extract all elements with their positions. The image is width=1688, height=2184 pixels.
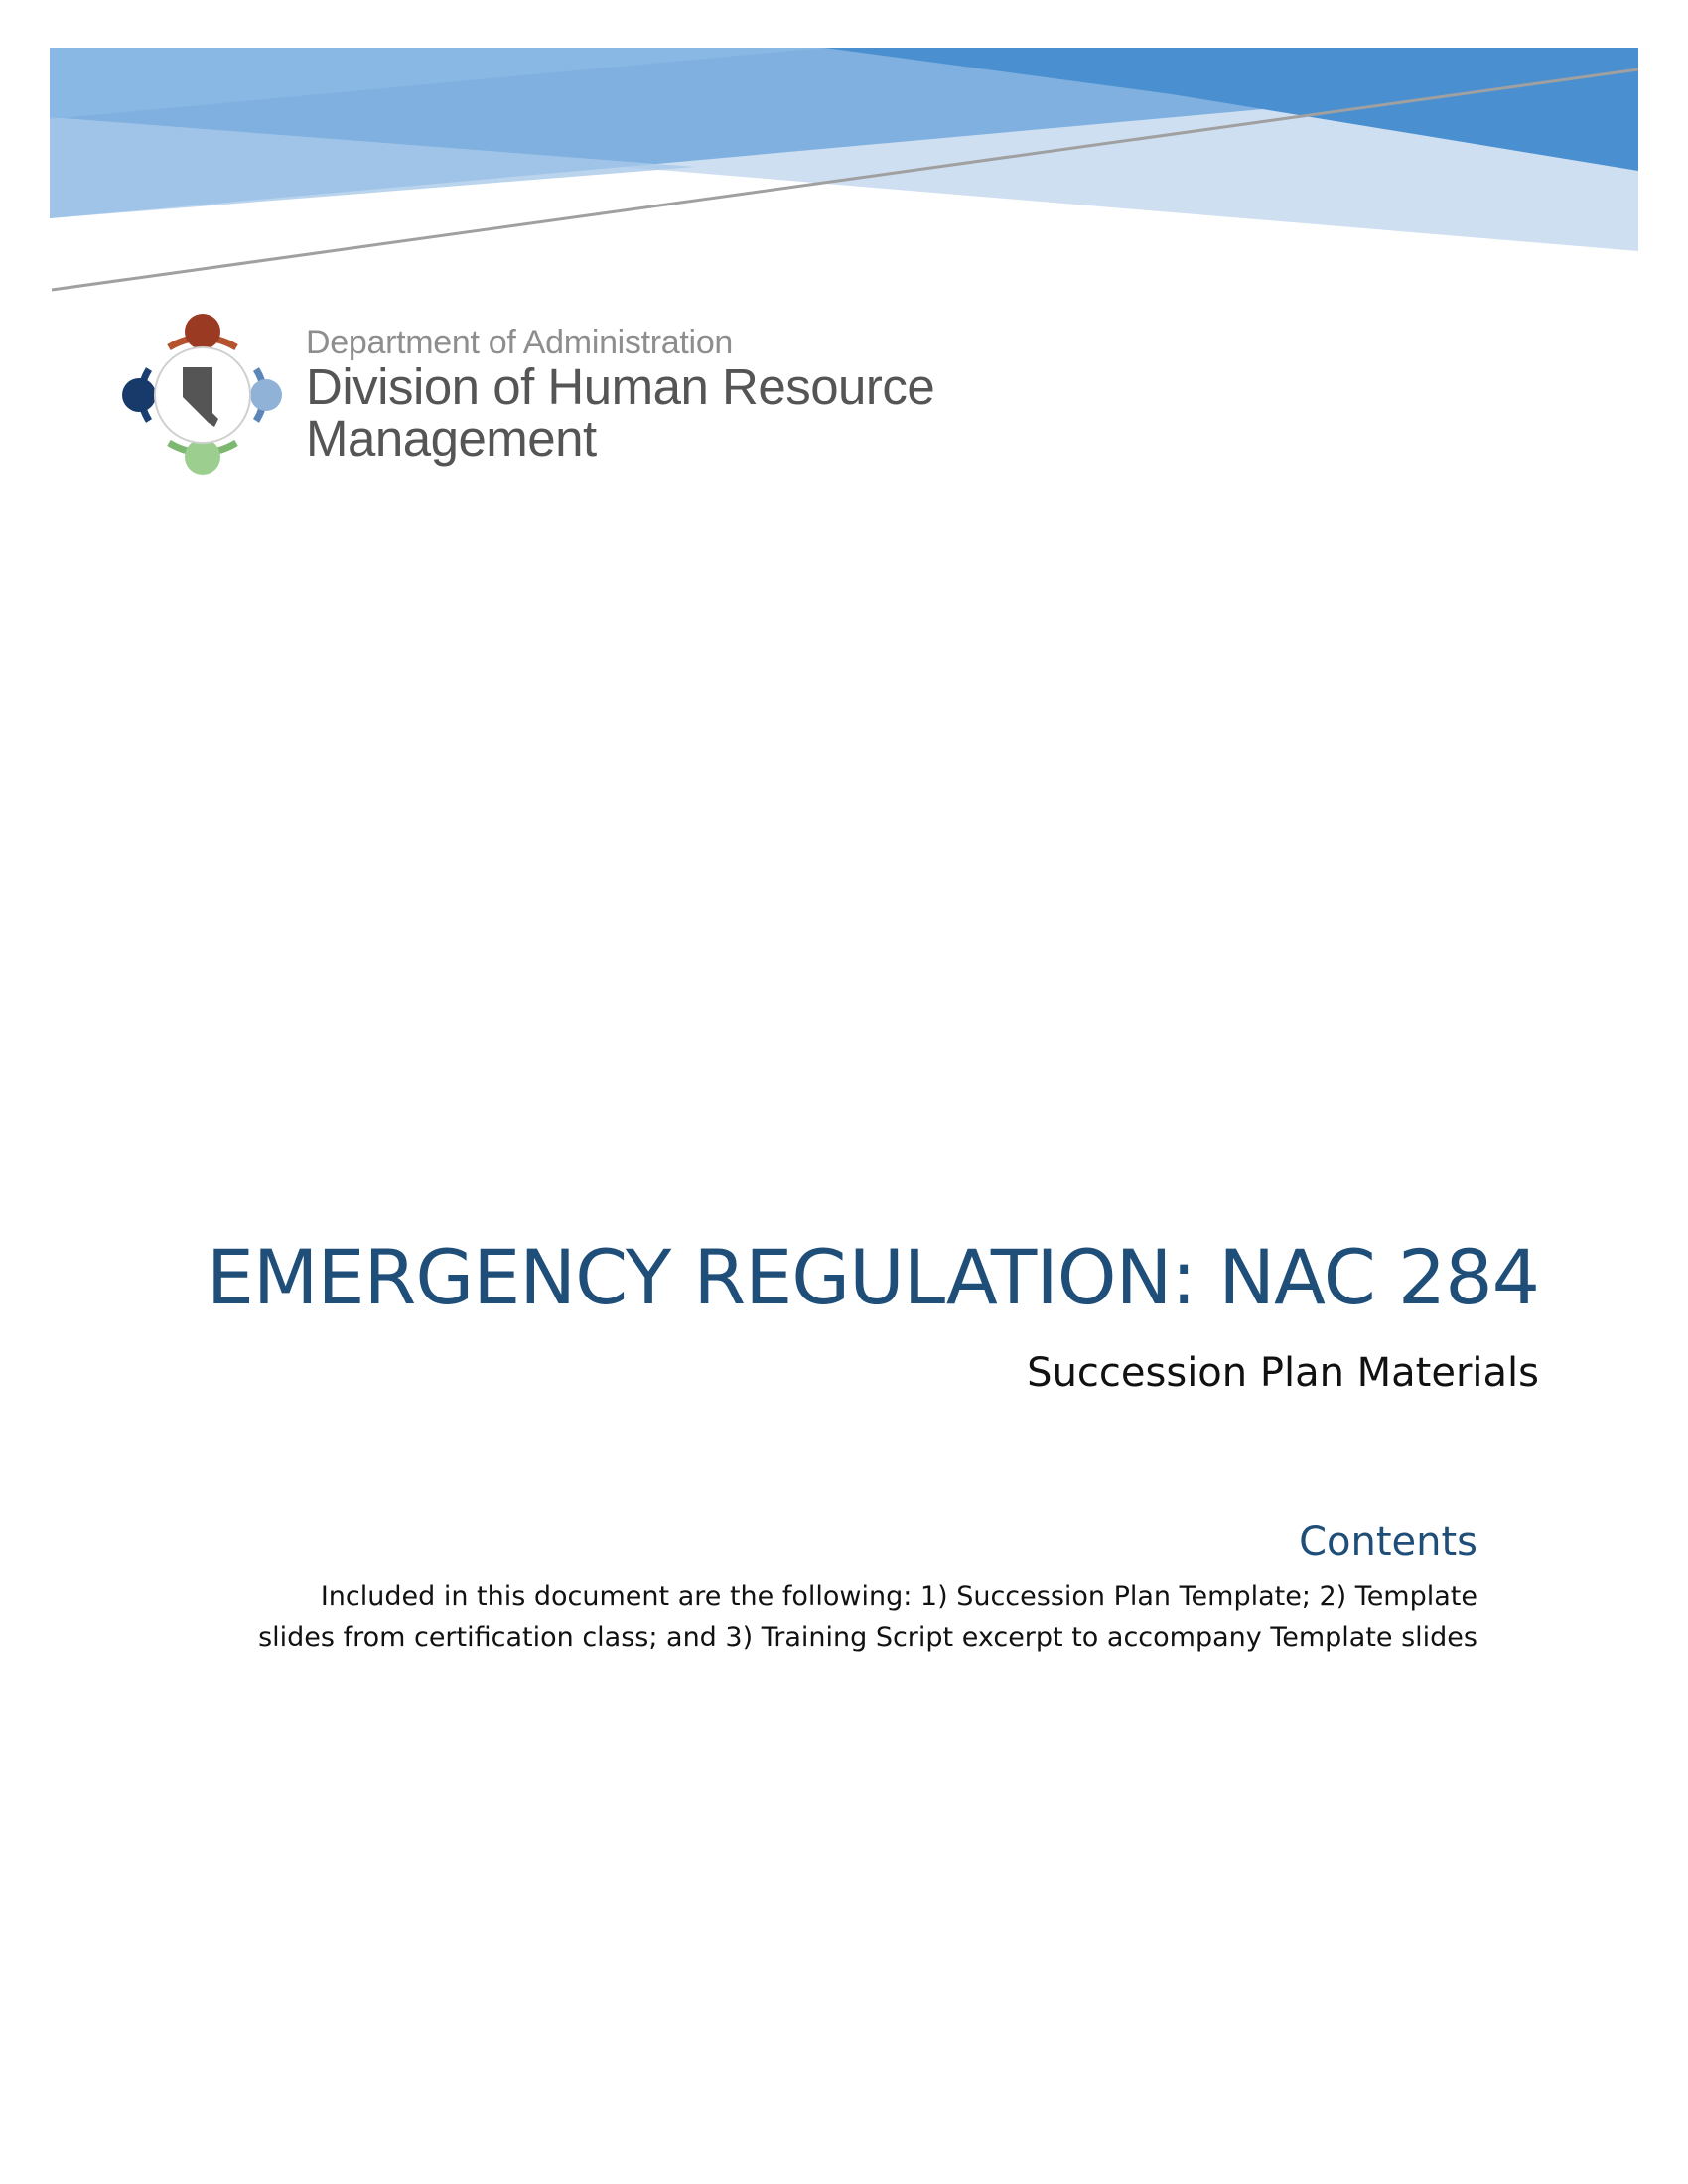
nevada-people-circle-icon [117,310,288,478]
contents-heading: Contents [1299,1519,1477,1565]
dhrm-logo [117,310,951,478]
document-title: EMERGENCY REGULATION: NAC 284 [206,1233,1539,1321]
logo-division-line2: Management [306,410,597,467]
contents-line-1: Included in this document are the following: 1) Succession Plan Template; 2) Template [320,1581,1477,1612]
contents-line-2: slides from certification class; and 3) Training Script excerpt to accompany Template slides [258,1622,1477,1653]
logo-text [306,324,934,465]
document-subtitle: Succession Plan Materials [1027,1350,1539,1396]
logo-division-line1: Division of Human Resource [306,358,935,415]
contents-body [187,1576,1477,1658]
logo-department: Department of Administration [306,324,734,361]
header-banner [0,0,1688,308]
